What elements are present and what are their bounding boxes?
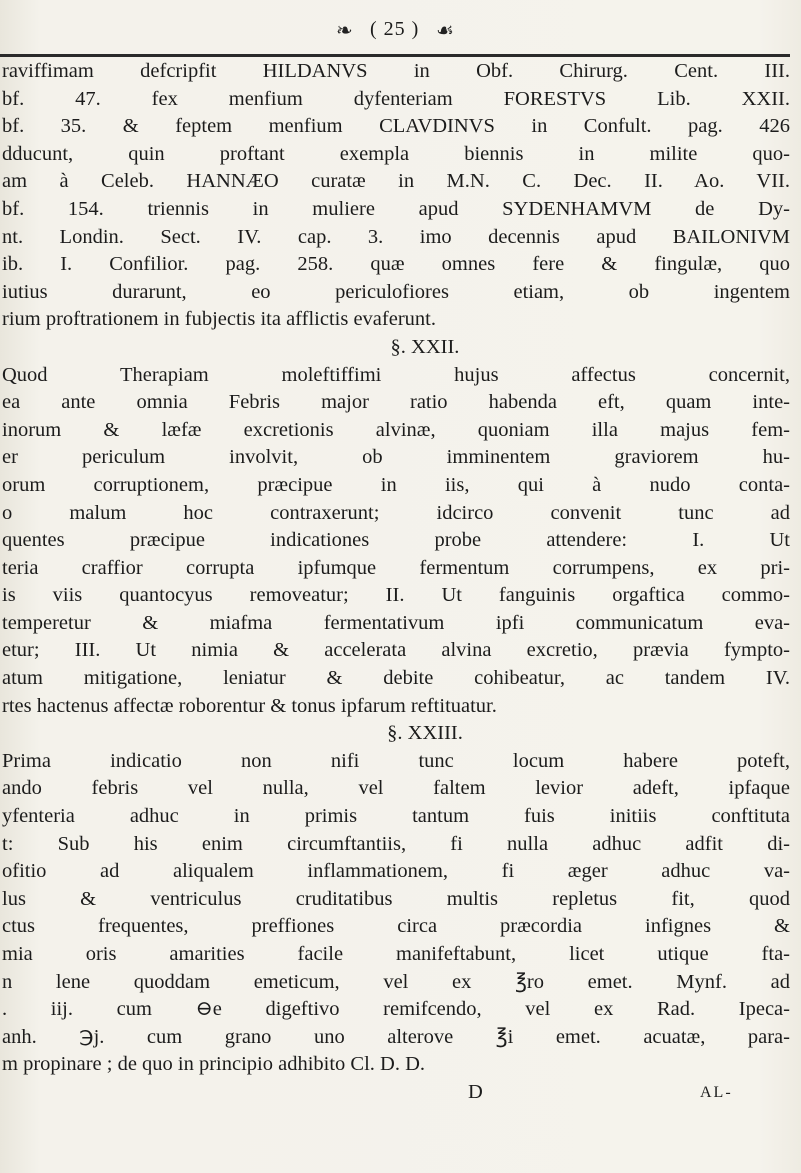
text-line: t: Sub his enim circumftantiis, fi nulla adhuc adfit di- [2,832,790,855]
text-line: dducunt, quin proftant exempla biennis in milite quo- [2,142,790,165]
text-line: iutius durarunt, eo periculofiores etiam, ob ingentem [2,280,790,303]
text-line: rtes hactenus affectæ roborentur & tonus ipfarum reftituatur. [2,694,497,717]
header-rule [0,54,790,57]
text-line: ofitio ad aliqualem inflammationem, fi æger adhuc va- [2,860,790,883]
text-line: anh. ℈j. cum grano uno alterove ℥i emet. acuatæ, para- [2,1025,790,1048]
signature-mark: D [468,1080,483,1103]
text-line: etur; III. Ut nimia & accelerata alvina excretio, prævia fympto- [2,639,790,662]
text-line: nt. Londin. Sect. IV. cap. 3. imo decennis apud BAILONIVM [2,225,790,248]
text-line: bf. 47. fex menfium dyfenteriam FORESTVS Lib. XXII. [2,87,790,110]
text-line: m propinare ; de quo in principio adhibito Cl. D. D. [2,1053,426,1076]
section-heading: §. XXII. [390,335,460,358]
text-line: bf. 35. & feptem menfium CLAVDINVS in Confult. pag. 426 [2,115,790,138]
page-header [0,16,801,56]
text-line: inorum & læfæ excretionis alvinæ, quoniam illa majus fem- [2,418,790,441]
text-line: ctus frequentes, preffiones circa præcordia infignes & [2,915,790,938]
page-number: ( 25 ) [370,18,420,40]
text-line: temperetur & miafma fermentativum ipfi communicatum eva- [2,611,790,634]
text-line: ib. I. Confilior. pag. 258. quæ omnes fere & fingulæ, quo [2,253,790,276]
text-line: Quod Therapiam moleftiffimi hujus affectus concernit, [2,363,790,386]
fleuron-ornament-icon: ❧ [336,20,353,42]
body-text [0,58,790,1107]
text-line: n lene quoddam emeticum, vel ex ℥ro emet. Mynf. ad [2,970,790,993]
text-line: rium proftrationem in fubjectis ita afflictis evaferunt. [2,308,436,331]
text-line: ea ante omnia Febris major ratio habenda eft, quam inte- [2,391,790,414]
text-line: am à Celeb. HANNÆO curatæ in M.N. C. Dec. II. Ao. VII. [2,170,790,193]
text-line: mia oris amarities facile manifeftabunt, licet utique fta- [2,943,790,965]
text-line: is viis quantocyus removeatur; II. Ut fanguinis orgaftica commo- [2,584,790,607]
text-line: atum mitigatione, leniatur & debite cohibeatur, ac tandem IV. [2,667,790,690]
text-line: bf. 154. triennis in muliere apud SYDENHAMVM de Dy- [2,197,790,220]
page-footer [0,1079,790,1107]
text-line: yfenteria adhuc in primis tantum fuis initiis conftituta [2,805,790,828]
text-line: raviffimam defcripfit HILDANVS in Obf. Chirurg. Cent. III. [2,60,790,82]
text-line: Prima indicatio non nifi tunc locum habere poteft, [2,749,790,772]
text-line: orum corruptionem, præcipue in iis, qui à nudo conta- [2,473,790,496]
fleuron-ornament-icon: ☙ [436,20,454,42]
text-line: lus & ventriculus cruditatibus multis repletus fit, quod [2,887,790,910]
text-line: o malum hoc contraxerunt; idcirco convenit tunc ad [2,501,790,524]
catchword: AL- [700,1083,733,1101]
text-line: . iij. cum ⊖e digeftivo remifcendo, vel ex Rad. Ipeca- [2,998,790,1021]
text-line: er periculum involvit, ob imminentem graviorem hu- [2,446,790,469]
text-line: quentes præcipue indicationes probe attendere: I. Ut [2,529,790,552]
text-line: ando febris vel nulla, vel faltem levior adeft, ipfaque [2,777,790,800]
text-line: teria craffior corrupta ipfumque fermentum corrumpens, ex pri- [2,556,790,579]
section-heading: §. XXIII. [387,722,463,745]
